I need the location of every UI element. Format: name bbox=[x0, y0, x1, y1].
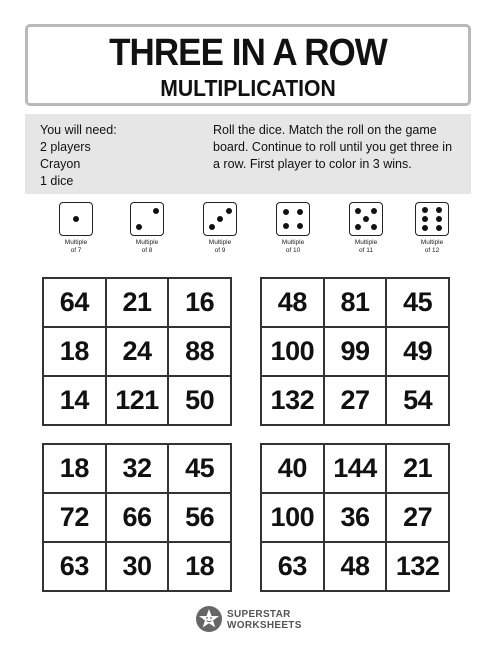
board-cell[interactable]: 14 bbox=[43, 376, 106, 425]
die-six-icon bbox=[415, 202, 449, 236]
footer-logo bbox=[196, 604, 316, 638]
board-cell[interactable]: 36 bbox=[324, 493, 387, 542]
board-cell[interactable]: 72 bbox=[43, 493, 106, 542]
game-board-4 bbox=[260, 443, 450, 592]
die-legend-6 bbox=[402, 202, 462, 254]
die-legend-3 bbox=[190, 202, 250, 254]
board-cell[interactable]: 121 bbox=[106, 376, 169, 425]
board-cell[interactable]: 48 bbox=[261, 278, 324, 327]
rules-text bbox=[213, 122, 463, 173]
board-cell[interactable]: 100 bbox=[261, 493, 324, 542]
board-cell[interactable]: 88 bbox=[168, 327, 231, 376]
page-subtitle: MULTIPLICATION bbox=[160, 75, 336, 101]
materials-list bbox=[40, 122, 200, 190]
board-cell[interactable]: 66 bbox=[106, 493, 169, 542]
board-cell[interactable]: 144 bbox=[324, 444, 387, 493]
board-cell[interactable]: 18 bbox=[43, 327, 106, 376]
die-three-icon bbox=[203, 202, 237, 236]
board-cell[interactable]: 49 bbox=[386, 327, 449, 376]
board-cell[interactable]: 56 bbox=[168, 493, 231, 542]
board-cell[interactable]: 27 bbox=[386, 493, 449, 542]
brand-name: SUPERSTAR WORKSHEETS bbox=[227, 609, 302, 631]
game-board-1 bbox=[42, 277, 232, 426]
materials-heading: You will need: bbox=[40, 123, 117, 137]
die-label: Multiple of 8 bbox=[135, 239, 159, 254]
board-cell[interactable]: 132 bbox=[386, 542, 449, 591]
materials-item: 2 players bbox=[40, 140, 91, 154]
page-title: THREE IN A ROW bbox=[109, 32, 387, 74]
title-box bbox=[25, 24, 471, 106]
board-cell[interactable]: 99 bbox=[324, 327, 387, 376]
board-cell[interactable]: 45 bbox=[386, 278, 449, 327]
die-one-icon bbox=[59, 202, 93, 236]
die-legend-2 bbox=[117, 202, 177, 254]
die-legend-1 bbox=[46, 202, 106, 254]
die-label: Multiple of 12 bbox=[420, 239, 444, 254]
die-five-icon bbox=[349, 202, 383, 236]
rules-line: board. Continue to roll until you get three in bbox=[213, 140, 453, 154]
board-cell[interactable]: 30 bbox=[106, 542, 169, 591]
board-cell[interactable]: 48 bbox=[324, 542, 387, 591]
board-cell[interactable]: 45 bbox=[168, 444, 231, 493]
board-cell[interactable]: 54 bbox=[386, 376, 449, 425]
board-cell[interactable]: 21 bbox=[106, 278, 169, 327]
board-cell[interactable]: 16 bbox=[168, 278, 231, 327]
game-board-2 bbox=[260, 277, 450, 426]
board-cell[interactable]: 18 bbox=[43, 444, 106, 493]
board-cell[interactable]: 81 bbox=[324, 278, 387, 327]
die-four-icon bbox=[276, 202, 310, 236]
board-cell[interactable]: 24 bbox=[106, 327, 169, 376]
board-cell[interactable]: 18 bbox=[168, 542, 231, 591]
materials-item: 1 dice bbox=[40, 174, 74, 188]
die-label: Multiple of 10 bbox=[281, 239, 305, 254]
board-cell[interactable]: 64 bbox=[43, 278, 106, 327]
rules-line: a row. First player to color in 3 wins. bbox=[213, 157, 412, 171]
board-cell[interactable]: 32 bbox=[106, 444, 169, 493]
board-cell[interactable]: 40 bbox=[261, 444, 324, 493]
board-cell[interactable]: 100 bbox=[261, 327, 324, 376]
materials-item: Crayon bbox=[40, 157, 81, 171]
board-cell[interactable]: 132 bbox=[261, 376, 324, 425]
board-cell[interactable]: 50 bbox=[168, 376, 231, 425]
star-logo-icon bbox=[196, 606, 222, 632]
die-two-icon bbox=[130, 202, 164, 236]
die-label: Multiple of 11 bbox=[354, 239, 378, 254]
rules-line: Roll the dice. Match the roll on the game bbox=[213, 123, 437, 137]
die-legend-5 bbox=[336, 202, 396, 254]
die-label: Multiple of 9 bbox=[208, 239, 232, 254]
die-legend-4 bbox=[263, 202, 323, 254]
die-label: Multiple of 7 bbox=[64, 239, 88, 254]
instructions-box bbox=[25, 114, 471, 194]
board-cell[interactable]: 63 bbox=[261, 542, 324, 591]
game-board-3 bbox=[42, 443, 232, 592]
board-cell[interactable]: 27 bbox=[324, 376, 387, 425]
dice-legend bbox=[0, 202, 500, 262]
board-cell[interactable]: 21 bbox=[386, 444, 449, 493]
board-cell[interactable]: 63 bbox=[43, 542, 106, 591]
